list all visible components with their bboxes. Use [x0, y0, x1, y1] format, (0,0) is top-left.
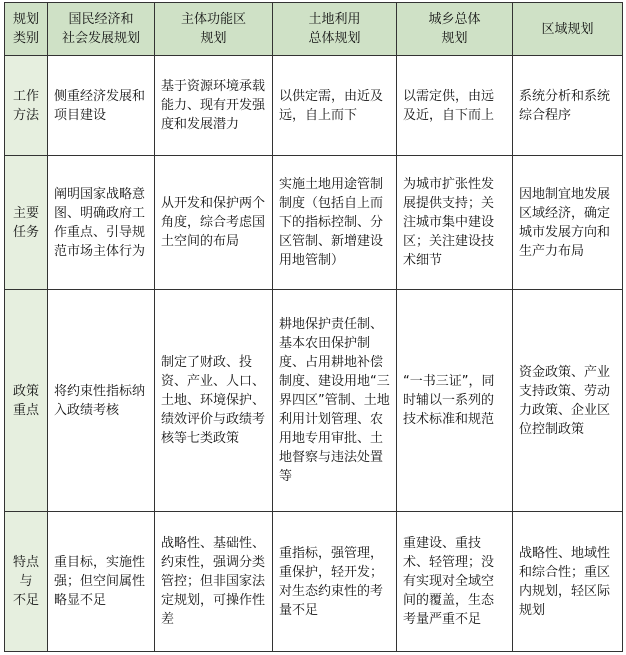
table-row-main-tasks: [5, 156, 623, 290]
row-label-main-tasks: 主要 任务: [5, 156, 48, 290]
table-cell: 实施土地用途管制制度（包括自上而下的指标控制、分区管制、新增建设用地管制）: [273, 156, 397, 290]
header-main-function-zone-plan: 主体功能区 规划: [155, 3, 273, 56]
table-cell: 以供定需，由近及远，自上而下: [273, 56, 397, 156]
header-category: 规划 类别: [5, 3, 48, 56]
table-cell: 为城市扩张性发展提供支持；关注城市集中建设区；关注建设技术细节: [397, 156, 513, 290]
table-cell: 制定了财政、投资、产业、人口、土地、环境保护、绩效评价与政绩考核等七类政策: [155, 290, 273, 512]
table-row-policy-focus: [5, 290, 623, 512]
table-cell: 战略性、地域性和综合性；重区内规划，轻区际规划: [513, 512, 623, 652]
table-cell: 战略性、基础性、约束性，强调分类管控；但非国家法定规划，可操作性差: [155, 512, 273, 652]
table-cell: “一书三证”，同时辅以一系列的技术标准和规范: [397, 290, 513, 512]
table-cell: 基于资源环境承载能力、现有开发强度和发展潜力: [155, 56, 273, 156]
row-label-features: 特点 与 不足: [5, 512, 48, 652]
table-cell: 重目标，实施性强；但空间属性略显不足: [48, 512, 155, 652]
table-cell: 因地制宜地发展区域经济，确定城市发展方向和生产力布局: [513, 156, 623, 290]
table-cell: 侧重经济发展和项目建设: [48, 56, 155, 156]
table-cell: 重建设、重技术、轻管理；没有实现对全域空间的覆盖，生态考量严重不足: [397, 512, 513, 652]
table-cell: 系统分析和系统综合程序: [513, 56, 623, 156]
header-national-economic-plan: 国民经济和 社会发展规划: [48, 3, 155, 56]
planning-comparison-table-wrapper: [4, 2, 623, 652]
table-cell: 资金政策、产业支持政策、劳动力政策、企业区位控制政策: [513, 290, 623, 512]
table-cell: 重指标，强管理，重保护，轻开发；对生态约束性的考量不足: [273, 512, 397, 652]
table-row-features: [5, 512, 623, 652]
header-urban-rural-plan: 城乡总体 规划: [397, 3, 513, 56]
table-row-work-method: [5, 56, 623, 156]
table-cell: 阐明国家战略意图、明确政府工作重点、引导规范市场主体行为: [48, 156, 155, 290]
row-label-policy-focus: 政策 重点: [5, 290, 48, 512]
table-cell: 以需定供，由远及近，自下而上: [397, 56, 513, 156]
table-cell: 耕地保护责任制、基本农田保护制度、占用耕地补偿制度、建设用地“三界四区”管制、土地利用计划管理、农用地专用审批、土地督察与违法处置等: [273, 290, 397, 512]
row-label-work-method: 工作 方法: [5, 56, 48, 156]
header-row: [5, 3, 623, 56]
header-land-use-plan: 土地利用 总体规划: [273, 3, 397, 56]
planning-comparison-table: [4, 2, 623, 652]
table-cell: 将约束性指标纳入政绩考核: [48, 290, 155, 512]
table-cell: 从开发和保护两个角度，综合考虑国土空间的布局: [155, 156, 273, 290]
header-regional-plan: 区域规划: [513, 3, 623, 56]
